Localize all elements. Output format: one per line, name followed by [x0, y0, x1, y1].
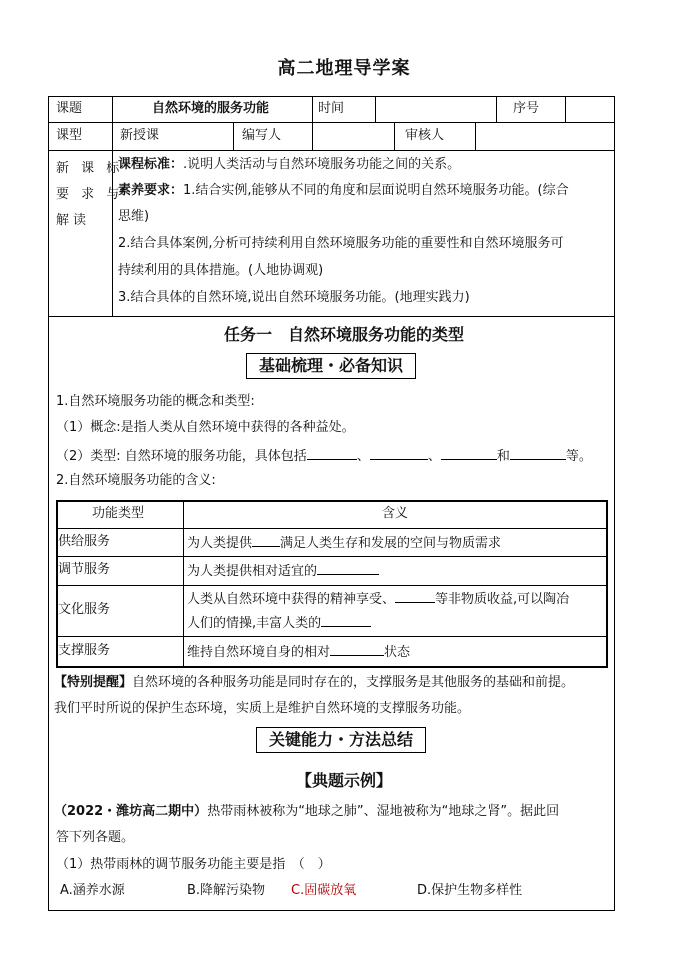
task1-heading: 任务一 自然环境服务功能的类型 [223, 325, 464, 344]
task1-p3 [56, 447, 592, 465]
note-line2: 我们平时所说的保护生态环境，实质上是维护自然环境的支撑服务功能。 [54, 701, 471, 716]
value-lesson-type: 新授课 [120, 128, 160, 143]
basics-box-title: 基础梳理・必备知识 [246, 353, 416, 379]
page-title: 高二地理导学案 [277, 58, 411, 79]
blank-1[interactable] [307, 447, 357, 460]
sep-2: 、 [427, 449, 441, 464]
types-text: （2）类型: 自然环境的服务功能，具体包括 [56, 449, 307, 464]
row-regulate-meaning [187, 562, 379, 580]
lit-label: 素养要求： [118, 183, 184, 198]
supply-a: 为人类提供 [187, 536, 253, 551]
example-heading: 【典题示例】 [295, 771, 392, 790]
req-label-line2: 要 求 与 [56, 187, 124, 202]
row-support-type: 支撑服务 [58, 643, 111, 658]
etc-text: 等。 [565, 449, 592, 464]
question-1: （1）热带雨林的调节服务功能主要是指 （ ） [56, 857, 331, 872]
lit-text: 1.结合实例,能够从不同的角度和层面说明自然环境服务功能。(综合 [183, 183, 569, 198]
culture-c: 人们的情操,丰富人类的 [187, 616, 322, 631]
req-item-2a: 2.结合具体案例,分析可持续利用自然环境服务功能的重要性和自然环境服务可 [118, 236, 564, 251]
blank-2[interactable] [370, 447, 428, 460]
question-intro [54, 804, 559, 820]
blank-supply[interactable] [252, 534, 280, 547]
req-item-3: 3.结合具体的自然环境,说出自然环境服务功能。(地理实践力) [118, 290, 470, 305]
curriculum-standard [118, 157, 610, 173]
req-label-line1: 新 课 标 [56, 161, 124, 176]
support-b: 状态 [384, 645, 411, 660]
row-supply-meaning [187, 534, 501, 552]
and-text: 和 [496, 449, 510, 464]
row-culture-type: 文化服务 [58, 602, 111, 617]
note-line1: 自然环境的各种服务功能是同时存在的，支撑服务是其他服务的基础和前提。 [132, 675, 575, 690]
question-text: 热带雨林被称为“地球之肺”、湿地被称为“地球之肾”。据此回 [207, 804, 560, 819]
value-topic: 自然环境的服务功能 [152, 101, 270, 116]
blank-culture-1[interactable] [395, 590, 435, 603]
blank-culture-2[interactable] [321, 614, 371, 627]
regulate-a: 为人类提供相对适宜的 [187, 564, 318, 579]
option-b[interactable]: B.降解污染物 [187, 883, 266, 898]
supply-b: 满足人类生存和发展的空间与物质需求 [280, 536, 502, 551]
blank-support[interactable] [330, 643, 384, 656]
row-regulate-type: 调节服务 [58, 562, 111, 577]
label-number: 序号 [513, 101, 540, 116]
question-source: （2022・潍坊高二期中） [54, 804, 208, 819]
option-a[interactable]: A.涵养水源 [60, 883, 125, 898]
row-supply-type: 供给服务 [58, 534, 111, 549]
label-reviewer: 审核人 [405, 128, 445, 143]
task1-p4: 2.自然环境服务功能的含义: [56, 473, 216, 488]
std-text: .说明人类活动与自然环境服务功能之间的关系。 [183, 157, 461, 172]
option-d[interactable]: D.保护生物多样性 [417, 883, 523, 898]
question-text-2: 答下列各题。 [56, 830, 135, 845]
lit-text-2: 思维) [118, 209, 150, 224]
blank-3[interactable] [441, 447, 497, 460]
skills-box-title: 关键能力・方法总结 [256, 727, 426, 753]
literacy-requirement [118, 183, 610, 199]
req-label-line3: 解读 [56, 213, 91, 228]
note-label: 【特别提醒】 [54, 675, 133, 690]
req-item-2b: 持续利用的具体措施。(人地协调观) [118, 263, 324, 278]
label-time: 时间 [318, 101, 345, 116]
sep-1: 、 [356, 449, 370, 464]
task1-p2: （1）概念:是指人类从自然环境中获得的各种益处。 [56, 420, 355, 435]
blank-4[interactable] [510, 447, 566, 460]
blank-regulate[interactable] [317, 562, 379, 575]
task1-p1: 1.自然环境服务功能的概念和类型: [56, 394, 255, 409]
culture-b: 等非物质收益,可以陶冶 [435, 592, 570, 607]
option-c[interactable]: C.固碳放氧 [291, 883, 357, 898]
row-support-meaning [187, 643, 410, 661]
culture-a: 人类从自然环境中获得的精神享受、 [187, 592, 396, 607]
label-topic: 课题 [56, 101, 83, 116]
col-header-meaning: 含义 [382, 506, 409, 521]
col-header-type: 功能类型 [92, 506, 145, 521]
special-note [54, 675, 574, 691]
support-a: 维持自然环境自身的相对 [187, 645, 331, 660]
row-culture-meaning-2 [187, 614, 371, 632]
label-lesson-type: 课型 [56, 128, 83, 143]
row-culture-meaning-1 [187, 590, 569, 608]
std-label: 课程标准： [118, 157, 184, 172]
label-author: 编写人 [242, 128, 282, 143]
